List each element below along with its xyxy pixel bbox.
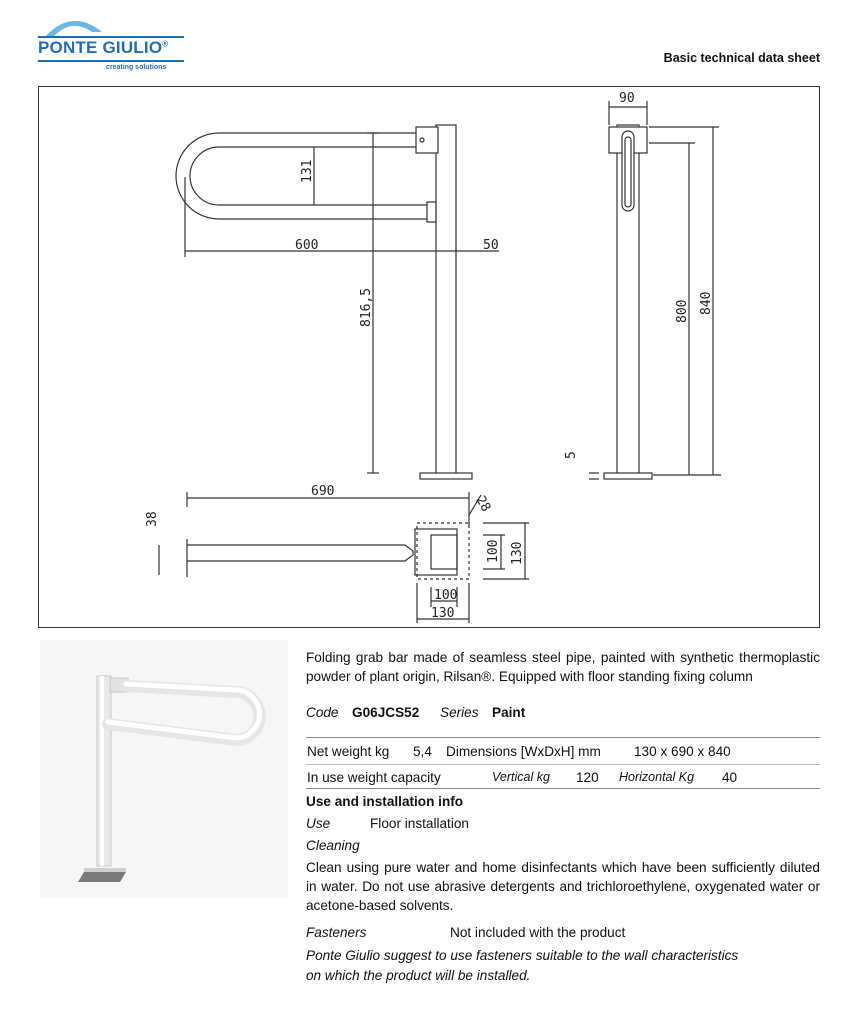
use-value: Floor installation [370,816,469,831]
logo-registered: ® [162,39,169,49]
dim-100-vertical: 100 [486,539,501,563]
vertical-value: 120 [576,770,599,785]
product-description: Folding grab bar made of seamless steel pipe, painted with synthetic thermoplastic powder of plant origin, Rilsan®. Equipped with floor standing fixing column [306,650,820,684]
drawing-svg [39,87,821,629]
sheet-title: Basic technical data sheet [663,51,820,65]
code-row [306,703,820,722]
use-row [306,814,820,833]
dim-5: 5 [564,451,579,459]
series-value: Paint [492,705,526,720]
logo-tagline: creating solutions [106,64,167,71]
dim-28: 28 [472,493,494,515]
dim-130-vertical: 130 [510,541,525,565]
horizontal-label: Horizontal Kg [619,770,695,784]
dimensions-label: Dimensions [WxDxH] mm [446,744,601,759]
dim-90: 90 [619,91,635,106]
dim-816: 816,5 [359,287,374,327]
dim-800: 800 [675,299,690,323]
product-photo [40,640,288,898]
vertical-label: Vertical kg [492,770,550,784]
dim-131: 131 [300,159,315,183]
fasteners-label: Fasteners [306,925,367,940]
capacity-row [306,768,820,787]
logo-wordmark: PONTE GIULIO [38,38,163,57]
dimensions-value: 130 x 690 x 840 [634,744,731,759]
divider [306,764,820,765]
note-line-1-text: Ponte Giulio suggest to use fasteners suitable to the wall characteristics [306,948,739,963]
dim-840: 840 [699,291,714,315]
product-info [306,648,820,985]
brand-logo [36,12,186,74]
code-value: G06JCS52 [352,705,420,720]
dim-50: 50 [483,238,499,253]
fasteners-row [306,923,820,942]
code-label: Code [306,705,339,720]
use-label: Use [306,816,331,831]
technical-drawing [38,86,820,628]
net-weight-value: 5,4 [413,744,432,759]
dim-130-horizontal: 130 [431,606,455,621]
divider [306,788,820,789]
cleaning-text: Clean using pure water and home disinfectants which have been sufficiently diluted in water. Do not use abrasive detergents and trichloroethylene, oxygenated water or acetone-based solvents. [306,860,820,913]
note-line-2-text: on which the product will be installed. [306,968,531,983]
capacity-label: In use weight capacity [307,770,441,785]
net-weight-label: Net weight kg [307,744,390,759]
series-label: Series [440,705,479,720]
usage-heading-text: Use and installation info [306,794,464,809]
note-line-1 [306,946,820,965]
dim-38: 38 [145,511,160,527]
dim-600: 600 [295,238,319,253]
fasteners-value: Not included with the product [450,925,626,940]
dim-690: 690 [311,484,335,499]
weight-row [306,742,820,761]
grab-bar-illustration [40,640,288,898]
horizontal-value: 40 [722,770,738,785]
divider [306,737,820,738]
usage-heading [306,792,820,811]
cleaning-label: Cleaning [306,838,360,853]
dim-100-horizontal: 100 [434,588,458,603]
note-line-2 [306,966,820,985]
cleaning-row [306,836,820,855]
